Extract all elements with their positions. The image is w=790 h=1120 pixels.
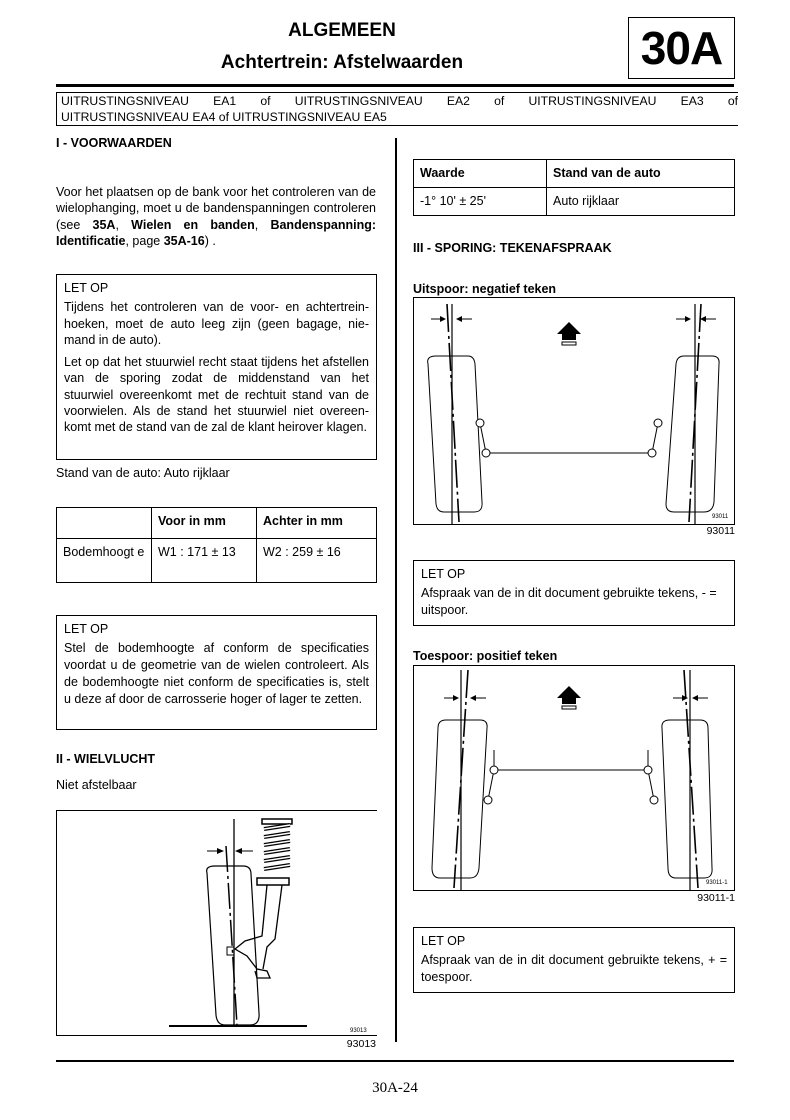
note-paragraph: Afspraak van de in dit document gebruikte tekens, - = uitspoor. — [421, 586, 717, 617]
vehicle-state-text: Stand van de auto: Auto rijklaar — [56, 466, 230, 480]
table-header-cell: Voor in mm — [152, 508, 257, 539]
intro-text: ) . — [204, 233, 216, 248]
camber-table — [413, 159, 735, 216]
figure-inner-ref: 93011-1 — [706, 880, 728, 886]
table-cell: Auto rijklaar — [547, 188, 735, 216]
note-box-toe-out — [413, 560, 735, 626]
toe-in-label: Toespoor: positief teken — [413, 649, 558, 663]
table-cell: W2 : 259 ± 16 — [257, 539, 377, 583]
note-title: LET OP — [64, 281, 109, 295]
note-box-ride-height — [56, 615, 377, 730]
ride-height-table — [56, 507, 377, 583]
equipment-level-line-1: UITRUSTINGSNIVEAU EA1 of UITRUSTINGSNIVEAU EA2 of UITRUSTINGSNIVEAU EA3 of — [61, 94, 738, 108]
equipment-level-box — [56, 92, 738, 126]
column-divider — [395, 138, 397, 1042]
figure-inner-ref: 93013 — [350, 1028, 367, 1034]
page-number: 30A-24 — [372, 1080, 418, 1096]
intro-text: Voor het plaatsen op de bank voor het controleren van de wielophanging, moet u de bandenspanningen controleren (see — [56, 185, 376, 232]
table-cell: W1 : 171 ± 13 — [152, 539, 257, 583]
note-paragraph: Afspraak van de in dit document gebruikte tekens, + = toespoor. — [421, 953, 727, 984]
intro-reference-text: Wielen en banden — [131, 217, 255, 232]
intro-reference-text: Bandenspanning: Identificatie — [56, 217, 377, 248]
header-rule — [56, 84, 734, 87]
intro-text: , page — [125, 233, 164, 248]
table-row — [414, 188, 735, 216]
intro-paragraph — [56, 184, 376, 249]
intro-reference-text: 35A — [92, 217, 116, 232]
chapter-badge: 30A — [628, 17, 735, 79]
note-paragraph: Tijdens het controleren van de voor- en achtertreinhoeken, moet de auto leeg zijn (geen bagage, niemand in de auto). — [64, 300, 369, 347]
table-header-cell: Achter in mm — [257, 508, 377, 539]
figure-ref: 93011-1 — [697, 892, 735, 904]
figure-ref: 93013 — [346, 1038, 376, 1050]
section-heading-wielvlucht: II - WIELVLUCHT — [56, 752, 156, 766]
page-title: ALGEMEEN — [288, 20, 396, 41]
note-title: LET OP — [421, 934, 466, 948]
intro-reference-text: 35A-16 — [163, 233, 205, 248]
note-paragraph: Let op dat het stuurwiel recht staat tijdens het afstellen van de sporing zodat de middenstand van het stuurwiel overeenkomt met de rechtuit stand van de voorwielen. Als de stand het stuurwiel niet overeenkomt met de stand van de zal de klant heirover klagen. — [64, 355, 369, 435]
section-heading-sporing: III - SPORING: TEKENAFSPRAAK — [413, 241, 612, 255]
note-box-vehicle-empty — [56, 274, 377, 460]
page-subtitle: Achtertrein: Afstelwaarden — [220, 52, 464, 73]
footer-rule — [56, 1060, 734, 1062]
note-title: LET OP — [64, 622, 109, 636]
table-header-cell: Stand van de auto — [547, 160, 735, 188]
intro-text: , — [115, 217, 132, 232]
not-adjustable-text: Niet afstelbaar — [56, 778, 137, 792]
figure-inner-ref: 93011 — [712, 514, 729, 520]
equipment-level-line-2: UITRUSTINGSNIVEAU EA4 of UITRUSTINGSNIVEAU EA5 — [61, 110, 387, 124]
camber-figure — [56, 810, 377, 1036]
intro-text: , — [254, 217, 271, 232]
toe-out-figure — [413, 297, 735, 525]
table-cell: -1° 10' ± 25' — [414, 188, 547, 216]
toe-out-diagram-icon — [414, 298, 734, 524]
section-heading-voorwaarden: I - VOORWAARDEN — [56, 136, 172, 150]
figure-ref: 93011 — [706, 525, 735, 537]
table-header-cell: Waarde — [414, 160, 547, 188]
note-title: LET OP — [421, 567, 466, 581]
table-row — [57, 539, 377, 583]
table-cell: Bodemhoogt e — [57, 539, 152, 583]
table-header-row — [57, 508, 377, 539]
wheel-camber-diagram-icon — [57, 811, 377, 1035]
note-paragraph: Stel de bodemhoogte af conform de specificaties voordat u de geometrie van de wielen controleert. Als de bodemhoogte niet conform de specificaties is, stelt u deze af door de carrosserie hoger of lager te zetten. — [64, 641, 369, 706]
note-box-toe-in — [413, 927, 735, 993]
table-header-cell — [57, 508, 152, 539]
table-header-row — [414, 160, 735, 188]
toe-in-diagram-icon — [414, 666, 734, 890]
toe-out-label: Uitspoor: negatief teken — [413, 282, 557, 296]
toe-in-figure — [413, 665, 735, 891]
